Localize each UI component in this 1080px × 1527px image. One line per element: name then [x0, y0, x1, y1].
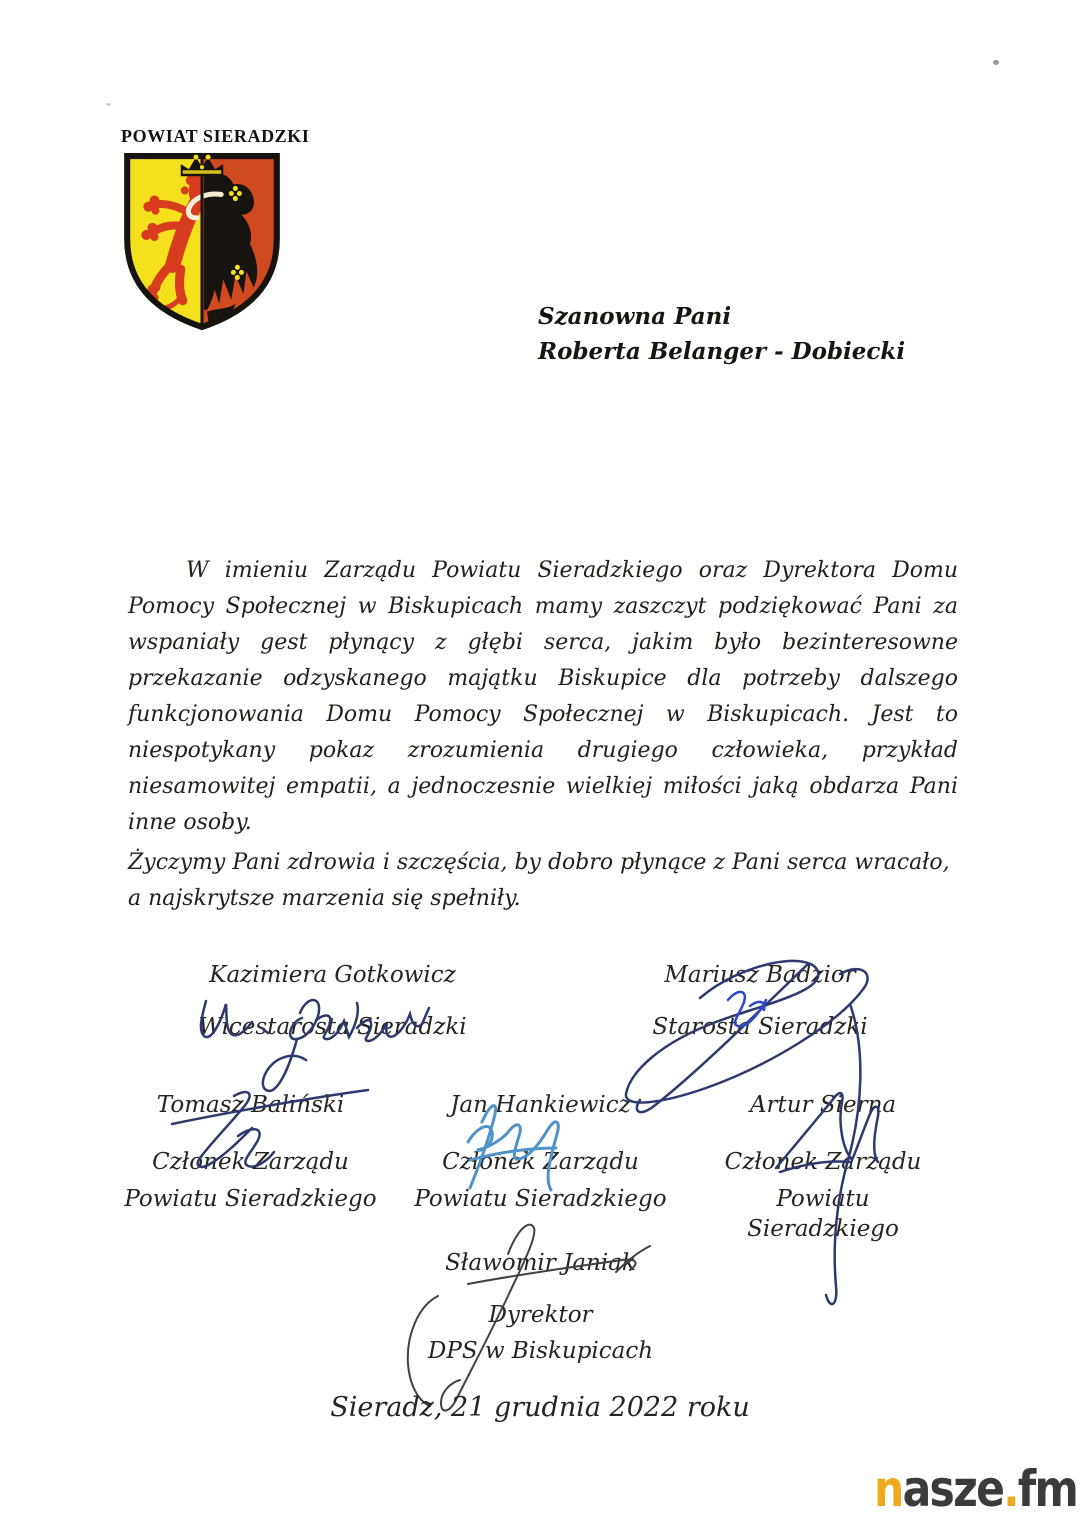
- signer-title2-hankiewicz: Powiatu Sieradzkiego: [414, 1186, 667, 1212]
- signer-name-sierna: Artur Sierna: [749, 1092, 897, 1118]
- signer-title1-balinski: Członek Zarządu: [152, 1149, 349, 1175]
- logo-text-fm: fm: [1017, 1460, 1078, 1518]
- nasze-fm-logo: [874, 1460, 1077, 1518]
- county-coat-of-arms-icon: [118, 148, 286, 332]
- signer-title1-sierna: Członek Zarządu: [724, 1149, 922, 1175]
- body-line: funkcjonowania Domu Pomocy Społecznej w Biskupicach. Jest to: [128, 702, 958, 727]
- body-line: inne osoby.: [128, 810, 252, 835]
- logo-text-asze: asze: [902, 1460, 1004, 1518]
- body-line: wspaniały gest płynący z głębi serca, jakim było bezinteresowne: [128, 630, 958, 655]
- body-paragraph-1: [128, 553, 958, 841]
- logo-dot: .: [1003, 1460, 1018, 1518]
- addressee-salutation: Szanowna Pani: [538, 303, 732, 330]
- addressee-block: [538, 299, 905, 369]
- letter-body: [128, 553, 958, 917]
- signer-name-gotkowicz: Kazimiera Gotkowicz: [209, 962, 456, 988]
- body-paragraph-2: [128, 845, 958, 917]
- scan-speck: [106, 103, 111, 106]
- signer-name-janiak: Sławomir Janiak: [445, 1250, 636, 1276]
- signer-title2-balinski: Powiatu Sieradzkiego: [124, 1186, 377, 1212]
- signer-name-hankiewicz: Jan Hankiewicz: [450, 1092, 631, 1118]
- signer-title-gotkowicz: Wicestarosta Sieradzki: [198, 1014, 467, 1040]
- signer-title2-sierna: Powiatu Sieradzkiego: [747, 1186, 899, 1242]
- date-line: Sieradz, 21 grudnia 2022 roku: [330, 1392, 750, 1423]
- body-line: niespotykany pokaz zrozumienia drugiego człowieka, przykład: [128, 738, 958, 763]
- signer-title-badzior: Starosta Sieradzki: [652, 1014, 868, 1040]
- logo-letter-n: n: [874, 1460, 903, 1518]
- body-line: a najskrytsze marzenia się spełniły.: [128, 886, 521, 911]
- body-line: przekazanie odzyskanego majątku Biskupice dla potrzeby dalszego: [128, 666, 958, 691]
- scan-speck: [993, 60, 999, 65]
- signer-name-balinski: Tomasz Baliński: [156, 1092, 345, 1118]
- signer-title2-janiak: DPS w Biskupicach: [427, 1338, 654, 1364]
- addressee-name: Roberta Belanger - Dobiecki: [538, 338, 906, 365]
- body-line: W imieniu Zarządu Powiatu Sieradzkiego oraz Dyrektora Domu: [186, 558, 958, 583]
- signer-title1-hankiewicz: Członek Zarządu: [442, 1149, 639, 1175]
- body-line: Pomocy Społecznej w Biskupicach mamy zaszczyt podziękować Pani za: [128, 594, 958, 619]
- signer-name-badzior: Mariusz Badzior: [664, 962, 856, 988]
- body-line: niesamowitej empatii, a jednoczesnie wielkiej miłości jaką obdarza Pani: [128, 774, 958, 799]
- letterhead-label: POWIAT SIERADZKI: [121, 126, 310, 146]
- signer-title1-janiak: Dyrektor: [488, 1302, 593, 1328]
- body-line: Życzymy Pani zdrowia i szczęścia, by dobro płynące z Pani serca wracało,: [128, 850, 950, 875]
